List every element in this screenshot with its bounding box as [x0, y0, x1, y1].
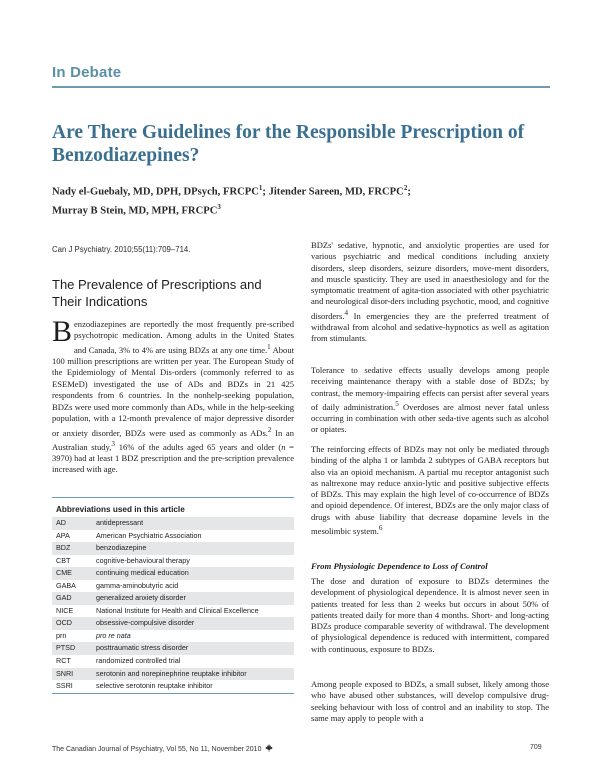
maple-leaf-icon — [265, 744, 273, 754]
author-separator: ; — [262, 186, 269, 198]
author-2-affiliation: 2 — [403, 184, 408, 192]
abbreviation-code: APA — [56, 530, 70, 540]
section-label: In Debate — [52, 64, 122, 81]
abbreviation-definition: serotonin and norepinephrine reuptake inhibitor — [96, 668, 247, 678]
abbreviations-title: Abbreviations used in this article — [56, 505, 185, 514]
abbreviation-definition: randomized controlled trial — [96, 656, 181, 666]
abbreviation-definition: gamma-aminobutyric acid — [96, 580, 179, 590]
abbreviation-row — [52, 517, 294, 530]
section-heading: The Prevalence of Prescriptions and Their Indications — [52, 277, 262, 309]
subsection-heading: From Physiologic Dependence to Loss of Control — [311, 561, 488, 571]
abbreviation-row — [52, 630, 294, 643]
abbreviation-code: PTSD — [56, 643, 76, 653]
abbreviation-definition: posttraumatic stress disorder — [96, 643, 189, 653]
abbreviation-definition: pro re nata — [96, 630, 131, 640]
lead-text: In an Australian study, — [52, 427, 294, 452]
abbreviation-code: RCT — [56, 656, 71, 666]
author-1: Nady el-Guebaly, MD, DPH, DPsych, FRCPC — [52, 186, 259, 198]
abbreviation-code: CBT — [56, 555, 71, 565]
abbreviation-row — [52, 555, 294, 568]
abbreviation-row — [52, 530, 294, 543]
abbreviation-definition: selective serotonin reuptake inhibitor — [96, 681, 213, 691]
drop-cap: B — [52, 315, 73, 348]
abbreviation-definition: National Institute for Health and Clinical Excellence — [96, 605, 259, 615]
abbreviation-definition: antidepressant — [96, 518, 144, 527]
body-paragraph — [311, 240, 549, 345]
abbreviation-code: SNRI — [56, 668, 74, 678]
reference-marker: 1 — [267, 342, 271, 351]
author-1-affiliation: 1 — [258, 184, 263, 192]
lead-text: = 3970) had at least 1 BDZ prescription and the pre-scription prevalence increased with age. — [52, 441, 294, 475]
page-number: 709 — [530, 744, 542, 751]
body-text: BDZs' sedative, hypnotic, and anxiolytic properties are used for various psychiatric and medical conditions including anxiety disorders, sleep disorders, seizure disorders, move-ment disorders, and muscle spasticity. They are used in anaesthesiology and for the symptomatic treatment of agita-tion associated with other psychiatric and neurological disor-ders including psychotic, mood, and cognitive disorders. — [311, 240, 549, 321]
reference-marker: 5 — [395, 399, 399, 408]
abbreviation-code: AD — [56, 518, 66, 527]
citation: Can J Psychiatry. 2010;55(11):709–714. — [52, 245, 191, 254]
abbreviation-code: CME — [56, 568, 72, 578]
abbreviations-rule — [52, 693, 294, 694]
author-3-affiliation: 3 — [217, 202, 221, 211]
reference-marker: 3 — [111, 439, 115, 448]
body-paragraph: Among people exposed to BDZs, a small subset, likely among those who have abused other substances, will develop compulsive drug-seeking behaviour with loss of control and an inability to stop. The same may apply to people with a — [311, 679, 549, 723]
lead-paragraph — [52, 315, 294, 476]
abbreviation-row — [52, 592, 294, 605]
abbreviation-code: GAD — [56, 593, 72, 603]
sample-size-variable: n — [281, 441, 286, 452]
body-text: Tolerance to sedative effects usually develops among people receiving maintenance therapy with a stable dose of BDZs; by contrast, the memory-impairing effects can persist after several years of daily administration. — [311, 365, 549, 412]
abbreviation-definition: benzodiazepine — [96, 543, 147, 553]
article-title: Are There Guidelines for the Responsible Prescription of Benzodiazepines? — [52, 122, 525, 166]
lead-text: About 100 million prescriptions are written per year. The European Study of the Epidemiology of Mental Dis-orders (commonly referred to as ESEMeD) investigated the use of ADs and BDZs in 21 425 respondents from 6 countries. In the nonhelp-seeking population, BDZs were used more commonly than ADs, while in the help-seeking population, with a 12-month prevalence of major depressive disorder or anxiety disorder, BDZs were used as commonly as ADs. — [52, 344, 294, 438]
body-paragraph: The dose and duration of exposure to BDZs determines the development of physiological dependence. It is almost never seen in patients treated for less than 2 weeks but occurs in about 50% of patients treated daily for more than 4 months. Short- and long-acting BDZs produce comparable severity of withdrawal. The development of physiological dependence is reduced with intermittent, compared with continuous, exposure to BDZs. — [311, 576, 549, 654]
abbreviation-definition: continuing medical education — [96, 568, 189, 578]
abbreviation-definition: cognitive-behavioural therapy — [96, 555, 190, 565]
abbreviation-definition: American Psychiatric Association — [96, 530, 202, 540]
abbreviation-row — [52, 542, 294, 555]
abbreviations-box — [52, 497, 294, 694]
abbreviation-code: GABA — [56, 580, 76, 590]
abbreviation-code: OCD — [56, 618, 72, 628]
abbreviation-row — [52, 680, 294, 693]
abbreviation-code: SSRI — [56, 681, 73, 691]
abbreviation-definition: generalized anxiety disorder — [96, 593, 186, 603]
abbreviation-row — [52, 567, 294, 580]
abbreviations-table — [52, 517, 294, 693]
author-2: Jitender Sareen, MD, FRCPC — [268, 186, 404, 198]
abbreviation-row — [52, 655, 294, 668]
abbreviation-row — [52, 617, 294, 630]
body-paragraph — [311, 444, 549, 537]
author-list — [52, 181, 552, 218]
author-separator: ; — [407, 186, 411, 198]
body-text: The reinforcing effects of BDZs may not only be mediated through binding of the alpha 1 or lambda 2 subtypes of GABA receptors but also via an opioid mechanism. A partial mu receptor antagonist such as naltrexone may reduce anxio-lytic and positive subjective effects of BDZs. This may explain the high level of co-occurrence of BDZs and opioid dependence. Of interest, BDZs are the only major class of drugs with abuse liability that decrease dopamine levels in the mesolimbic system. — [311, 444, 549, 536]
reference-marker: 2 — [267, 425, 272, 434]
lead-text: enzodiazepines are reportedly the most frequently pre-scribed psychotropic medication. Among adults in the United States and Canada, 3% to 4% are using BDZs at any one time. — [74, 319, 294, 355]
abbreviation-code: NICE — [56, 605, 74, 615]
body-text: In emergencies they are the preferred treatment of withdrawal from alcohol and sedative-hypnotics as well as agitation from stimulants. — [311, 310, 549, 344]
reference-marker: 4 — [344, 308, 349, 317]
body-paragraph — [311, 365, 549, 436]
abbreviation-row — [52, 668, 294, 681]
abbreviation-row — [52, 605, 294, 618]
abbreviation-row — [52, 642, 294, 655]
lead-text: 16% of the adults aged 65 years and older ( — [114, 441, 282, 452]
author-3: Murray B Stein, MD, MPH, FRCPC — [52, 205, 218, 217]
footer-journal — [52, 744, 273, 754]
abbreviation-code: prn — [56, 630, 67, 640]
abbreviation-code: BDZ — [56, 543, 71, 553]
body-text: Overdoses are almost never fatal unless occurring in combination with other seda-tive agents such as alcohol or opiates. — [311, 401, 550, 435]
abbreviation-row — [52, 580, 294, 593]
header-rule — [52, 86, 550, 88]
abbreviation-definition: obsessive-compulsive disorder — [96, 618, 195, 628]
reference-marker: 6 — [378, 524, 383, 533]
footer-journal-text: The Canadian Journal of Psychiatry, Vol 55, No 11, November 2010 — [52, 746, 262, 753]
